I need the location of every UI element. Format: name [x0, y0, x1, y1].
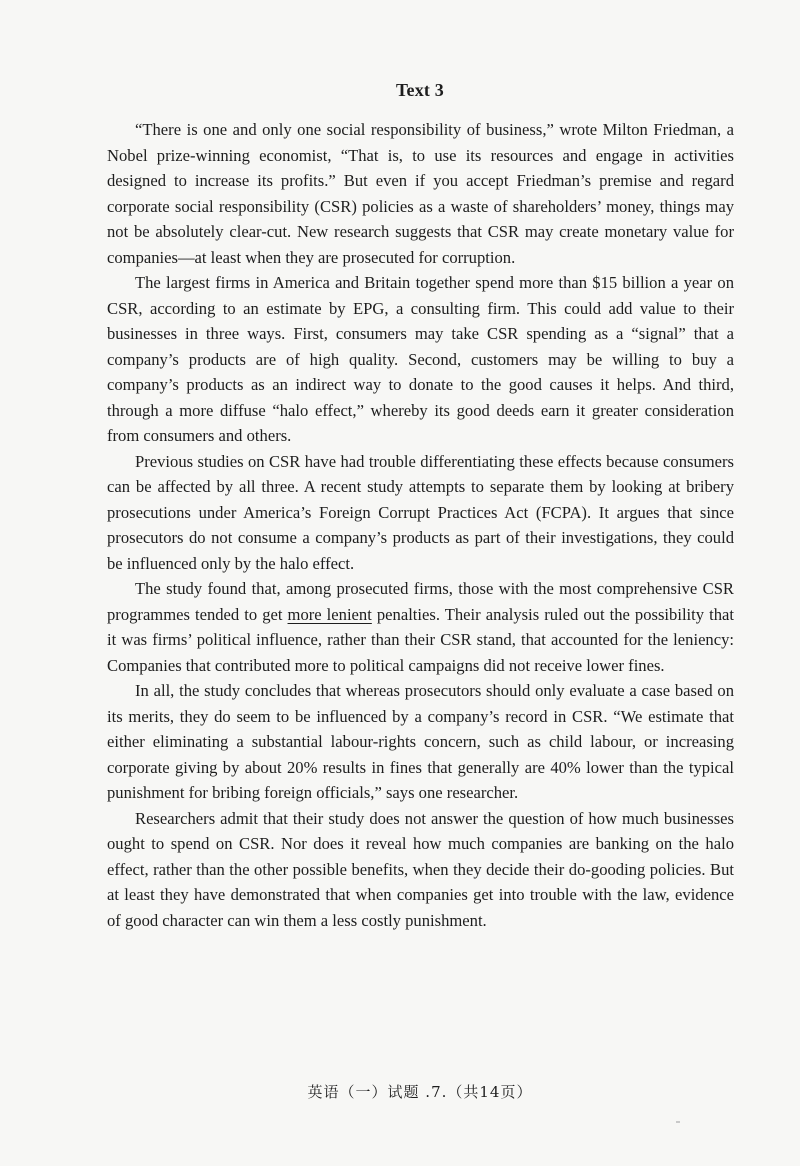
paragraph-4 — [107, 576, 734, 678]
underlined-phrase: more lenient — [287, 604, 372, 624]
paragraph-2: The largest firms in America and Britain together spend more than $15 billion a year on CSR, according to an estimate by EPG, a consulting firm. This could add value to their businesses in three ways. First, consumers may take CSR spending as a “signal” that a company’s products are of high quality. Second, customers may be willing to buy a company’s products as an indirect way to donate to the good causes it helps. And third, through a more diffuse “halo effect,” whereby its good deeds earn it greater consideration from consumers and others. — [107, 273, 734, 445]
scan-speck — [676, 1121, 680, 1123]
article-body — [107, 117, 734, 933]
paragraph-6: Researchers admit that their study does not answer the question of how much businesses ought to spend on CSR. Nor does it reveal how much companies are banking on the halo effect, rather than the other possible benefits, when they decide their do-gooding policies. But at least they have demonstrated that when companies get into trouble with the law, evidence of good character can win them a less costly punishment. — [107, 808, 734, 930]
paragraph-3: Previous studies on CSR have had trouble differentiating these effects because consumers can be affected by all three. A recent study attempts to separate them by looking at bribery prosecutions under America’s Foreign Corrupt Practices Act (FCPA). It argues that since prosecutors do not consume a company’s products as part of their investigations, they could be influenced only by the halo effect. — [107, 451, 734, 573]
text-heading: Text 3 — [395, 80, 445, 100]
page-footer: 英语（一）试题 .7.（共14页） — [307, 1083, 533, 1101]
paragraph-1: “There is one and only one social responsibility of business,” wrote Milton Friedman, a Nobel prize-winning economist, “That is, to use its resources and engage in activities designed to increase its profits.” But even if you accept Friedman’s premise and regard corporate social responsibility (CSR) policies as a waste of shareholders’ money, things may not be absolutely clear-cut. New research suggests that CSR may create monetary value for companies—at least when they are prosecuted for corruption. — [107, 120, 734, 267]
paragraph-4-after: penalties. Their analysis ruled out the possibility that it was firms’ political influence, rather than their CSR stand, that accounted for the leniency: Companies that contributed more to political campaigns did not receive lower fines. — [107, 604, 734, 675]
paragraph-5: In all, the study concludes that whereas prosecutors should only evaluate a case based on its merits, they do seem to be influenced by a company’s record in CSR. “We estimate that either eliminating a substantial labour-rights concern, such as child labour, or increasing corporate giving by about 20% results in fines that generally are 40% lower than the typical punishment for bribing foreign officials,” says one researcher. — [107, 681, 734, 802]
paragraph-4-before: The study found that, among prosecuted firms, those with the most comprehensive CSR programmes tended to get — [107, 579, 734, 624]
